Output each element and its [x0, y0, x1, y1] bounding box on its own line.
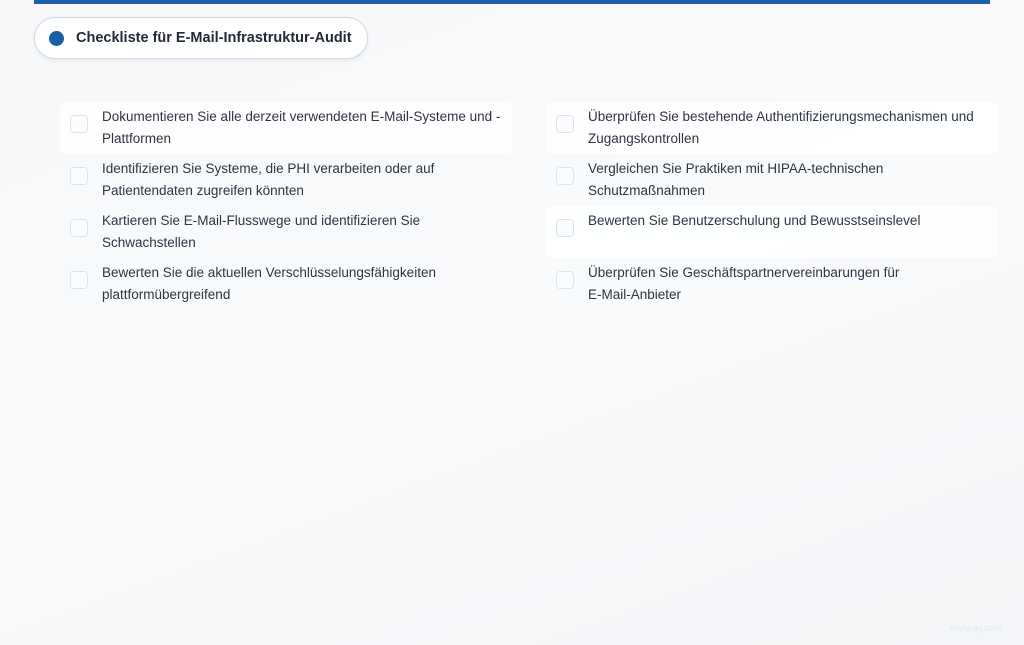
checklist-item-label: Überprüfen Sie bestehende Authentifizierungsmechanismen und Zugangskontrollen	[588, 109, 974, 146]
checklist-item-label: Vergleichen Sie Praktiken mit HIPAA-technischen Schutzmaßnahmen	[588, 161, 884, 198]
checklist-item[interactable]	[546, 102, 998, 154]
checklist-item[interactable]	[546, 154, 998, 206]
watermark: skysnag.com	[949, 623, 1002, 633]
checkbox[interactable]	[70, 115, 88, 133]
bullet-dot-icon	[49, 31, 64, 46]
page-title: Checkliste für E-Mail-Infrastruktur-Audit	[76, 30, 352, 46]
checklist-item[interactable]	[546, 258, 998, 310]
checklist	[60, 102, 998, 310]
checkbox[interactable]	[70, 271, 88, 289]
checkbox[interactable]	[556, 115, 574, 133]
checklist-item[interactable]	[546, 206, 998, 258]
checkbox[interactable]	[70, 167, 88, 185]
top-accent-bar	[34, 0, 990, 4]
checklist-item-label: Dokumentieren Sie alle derzeit verwendeten E-Mail-Systeme und -Plattformen	[102, 109, 501, 146]
checkbox[interactable]	[70, 219, 88, 237]
checkbox[interactable]	[556, 219, 574, 237]
checkbox[interactable]	[556, 271, 574, 289]
checklist-title-pill	[34, 17, 368, 59]
checklist-item-label: Bewerten Sie Benutzerschulung und Bewusstseinslevel	[588, 213, 921, 228]
checklist-item[interactable]	[60, 206, 512, 258]
checklist-item[interactable]	[60, 102, 512, 154]
checklist-item-label: Bewerten Sie die aktuellen Verschlüsselungsfähigkeiten plattformübergreifend	[102, 265, 436, 302]
checklist-item-label: Überprüfen Sie Geschäftspartnervereinbarungen für E-Mail-Anbieter	[588, 265, 900, 302]
checklist-item-label: Kartieren Sie E-Mail-Flusswege und identifizieren Sie Schwachstellen	[102, 213, 421, 250]
checklist-item-label: Identifizieren Sie Systeme, die PHI verarbeiten oder auf Patientendaten zugreifen könnten	[102, 161, 435, 198]
checkbox[interactable]	[556, 167, 574, 185]
checklist-item[interactable]	[60, 258, 512, 310]
checklist-item[interactable]	[60, 154, 512, 206]
